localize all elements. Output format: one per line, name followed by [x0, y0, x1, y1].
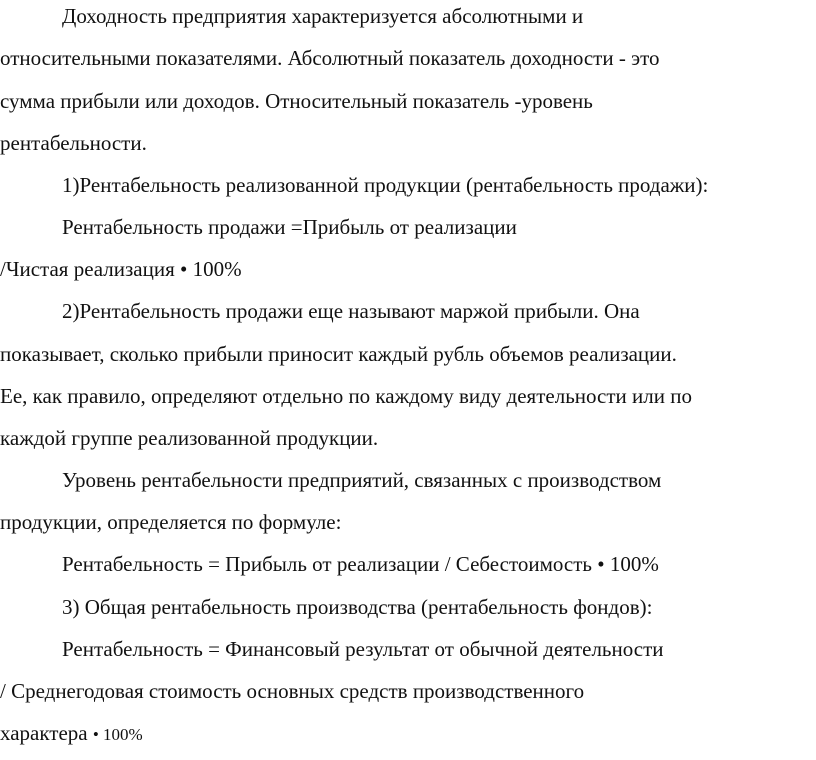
- text-line: показывает, сколько прибыли приносит каждый рубль объемов реализации.: [0, 342, 677, 366]
- text-line: Рентабельность = Финансовый результат от обычной деятельности: [62, 637, 664, 661]
- text-line: каждой группе реализованной продукции.: [0, 426, 379, 450]
- text-line: 2)Рентабельность продажи еще называют маржой прибыли. Она: [62, 299, 640, 323]
- text-line: Доходность предприятия характеризуется абсолютными и: [62, 4, 584, 28]
- text-line: 3) Общая рентабельность производства (рентабельность фондов):: [62, 595, 653, 619]
- text-fragment-small: • 100%: [92, 725, 143, 744]
- text-line: 1)Рентабельность реализованной продукции (рентабельность продажи):: [62, 173, 709, 197]
- text-line-last: [0, 720, 143, 748]
- text-line: / Среднегодовая стоимость основных средств производственного: [0, 679, 585, 703]
- text-line: /Чистая реализация • 100%: [0, 257, 242, 281]
- text-fragment: характера: [0, 721, 93, 745]
- text-line: продукции, определяется по формуле:: [0, 510, 342, 534]
- text-line: рентабельности.: [0, 131, 147, 155]
- text-line: сумма прибыли или доходов. Относительный показатель -уровень: [0, 89, 593, 113]
- text-line: Уровень рентабельности предприятий, связанных с производством: [62, 468, 662, 492]
- text-line: Рентабельность = Прибыль от реализации / Себестоимость • 100%: [62, 552, 659, 576]
- text-line: относительными показателями. Абсолютный показатель доходности - это: [0, 46, 660, 70]
- text-line: Рентабельность продажи =Прибыль от реализации: [62, 215, 517, 239]
- text-line: Ее, как правило, определяют отдельно по каждому виду деятельности или по: [0, 384, 692, 408]
